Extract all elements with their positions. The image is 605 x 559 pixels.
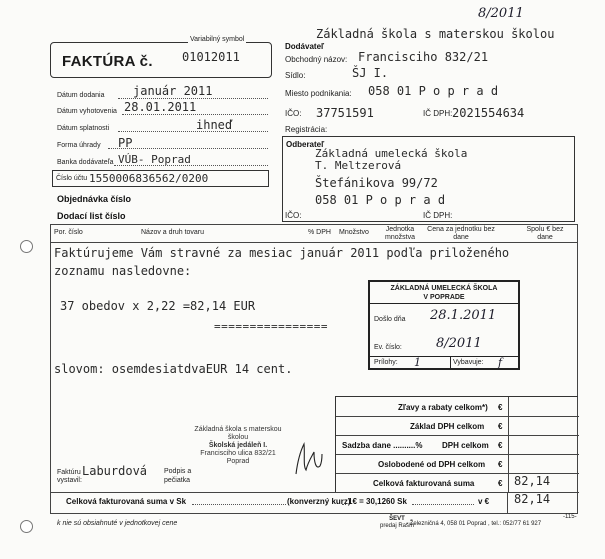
due-date-line: [118, 131, 268, 132]
payment-form-label: Forma úhrady: [57, 142, 101, 149]
customer-label: Odberateľ: [286, 140, 325, 149]
bank-label: Banka dodávateľa: [57, 159, 114, 166]
stamp-title-2: V POPRADE: [423, 294, 465, 301]
total-line-value: 82,14: [514, 492, 551, 506]
col-number: Por. číslo: [54, 229, 83, 236]
col-quantity: Množstvo: [339, 229, 369, 236]
col-vat: % DPH: [308, 229, 331, 236]
total-line-label: Celková fakturovaná suma v Sk: [66, 497, 187, 506]
conversion-value: 1€ = 30,1260 Sk: [348, 497, 407, 506]
supplier-ico-label: IČO:: [285, 109, 302, 118]
body-line-1: Faktúrujeme Vám stravné za mesiac január 2011 podľa priloženého: [54, 246, 510, 260]
exempt-currency: €: [498, 460, 503, 469]
payment-form-value: PP: [118, 136, 133, 150]
bank-line: [114, 165, 268, 166]
account-box: [52, 170, 269, 187]
supplier-registration-label: Registrácia:: [285, 125, 328, 134]
supplier-stamp-line-3: Francisciho ulica 832/21: [200, 450, 276, 457]
form-code: -115-: [563, 514, 577, 520]
stamp-received-label: Došlo dňa: [374, 316, 406, 323]
signature-label: Podpis a pečiatka: [164, 468, 192, 484]
stamp-attachments-label: Prílohy:: [374, 359, 398, 366]
publisher-name: ŠEVT: [389, 516, 405, 522]
vat-base-label: Základ DPH celkom: [410, 422, 485, 431]
footer-note: k nie sú obsiahnuté v jednotkovej cene: [57, 520, 178, 527]
col-unit-price: Cena za jednotku bez dane: [427, 226, 495, 241]
issued-by-value: Laburdová: [82, 464, 148, 478]
binder-hole-bottom: [20, 520, 33, 533]
order-number-label: Objednávka číslo: [57, 194, 132, 204]
col-unit: Jednotka množstva: [385, 226, 415, 241]
stamp-handles-label: Vybavuje:: [453, 359, 484, 366]
delivery-note-label: Dodací list číslo: [57, 211, 126, 221]
supplier-icdph-label: IČ DPH:: [423, 109, 453, 118]
supplier-place-label: Miesto podnikania:: [285, 89, 352, 98]
discounts-currency: €: [498, 403, 503, 412]
supplier-label: Dodávateľ: [285, 42, 325, 51]
customer-box: [282, 136, 575, 222]
binder-hole-top: [20, 240, 33, 253]
calc-line: 37 obedov x 2,22 =82,14 EUR: [60, 299, 256, 313]
vat-total-label: DPH celkom: [442, 441, 489, 450]
customer-line-2: T. Meltzerová: [315, 159, 402, 172]
vat-rate-label: Sadzba dane ..........%: [342, 441, 423, 450]
stamp-attachments-value: 1: [414, 356, 421, 369]
col-item-name: Názov a druh tovaru: [141, 229, 205, 236]
body-line-2: zoznamu nasledovne:: [54, 264, 192, 278]
invoice-title: FAKTÚRA č.: [62, 53, 153, 70]
discounts-label: Zľavy a rabaty celkom*): [398, 403, 488, 412]
signature-scribble: [292, 440, 326, 480]
account-value: 1550006836562/0200: [89, 172, 209, 185]
issue-date-value: 28.01.2011: [124, 100, 197, 114]
customer-line-3: Štefánikova 99/72: [315, 176, 438, 190]
amount-in-words: slovom: osemdesiatdvaEUR 14 cent.: [54, 362, 293, 376]
supplier-trade-name-label: Obchodný názov:: [285, 55, 348, 64]
supplier-stamp-line-4: Poprad: [226, 458, 250, 465]
conversion-label: (konverzný kurz): [287, 497, 351, 506]
school-name: Základná škola s materskou školou: [316, 27, 555, 41]
due-date-label: Dátum splatnosti: [57, 125, 110, 132]
variable-symbol-label: Variabilný symbol: [190, 36, 245, 43]
variable-symbol-value: 01012011: [182, 50, 240, 64]
vat-base-currency: €: [498, 422, 503, 431]
handwritten-ref: 8/2011: [478, 6, 524, 21]
stamp-handles-value: f: [498, 356, 503, 369]
received-stamp: [368, 280, 520, 370]
issue-date-line: [122, 114, 268, 115]
supplier-ico-value: 37751591: [316, 106, 374, 120]
delivery-date-label: Dátum dodania: [57, 92, 105, 99]
stamp-title-1: ZÁKLADNÁ UMELECKÁ ŠKOLA: [390, 285, 498, 292]
supplier-place-value: 058 01 P o p r a d: [368, 84, 499, 98]
publisher-sub: predaj Rašín: [380, 523, 415, 529]
invoiced-total-value: 82,14: [514, 474, 551, 488]
issued-by-label: Faktúru vystavil:: [57, 469, 82, 484]
stamp-received-value: 28.1.2011: [430, 308, 497, 323]
calc-underline: ================: [214, 320, 328, 333]
invoiced-total-label: Celková fakturovaná suma: [373, 479, 475, 488]
supplier-seat-value: ŠJ I.: [352, 66, 389, 80]
payment-form-line: [108, 148, 268, 149]
delivery-date-line: [118, 98, 268, 99]
stamp-reg-no-label: Ev. číslo:: [374, 344, 402, 351]
account-label: Číslo účtu: [56, 175, 88, 182]
supplier-stamp-line-2: Školská jedáleň I.: [208, 442, 268, 449]
due-date-value: ihneď: [196, 118, 233, 132]
issue-date-label: Dátum vyhotovenia: [57, 108, 117, 115]
customer-icdph-label: IČ DPH:: [423, 211, 453, 220]
supplier-icdph-value: 2021554634: [452, 106, 525, 120]
customer-line-1: Základná umelecká škola: [315, 147, 468, 160]
invoiced-total-currency: €: [498, 479, 503, 488]
supplier-stamp: [186, 426, 290, 466]
delivery-date-value: január 2011: [133, 84, 213, 98]
customer-ico-label: IČO:: [285, 211, 302, 220]
publisher-address: - Železničná 4, 058 01 Poprad , tel.: 052/77 61 927: [406, 521, 542, 527]
bank-value: VÚB- Poprad: [118, 153, 191, 166]
col-total: Spolu € bez dane: [526, 226, 564, 241]
total-line-currency: v €: [478, 497, 490, 506]
invoice-title-box: [50, 42, 272, 78]
vat-total-currency: €: [498, 441, 503, 450]
supplier-stamp-line-1: Základná škola s materskou školou: [194, 426, 282, 441]
stamp-reg-no-value: 8/2011: [436, 336, 482, 351]
exempt-label: Oslobodené od DPH celkom: [378, 460, 486, 469]
supplier-trade-name-value: Francisciho 832/21: [358, 50, 489, 64]
supplier-seat-label: Sídlo:: [285, 71, 306, 80]
customer-line-4: 058 01 P o p r a d: [315, 193, 446, 207]
